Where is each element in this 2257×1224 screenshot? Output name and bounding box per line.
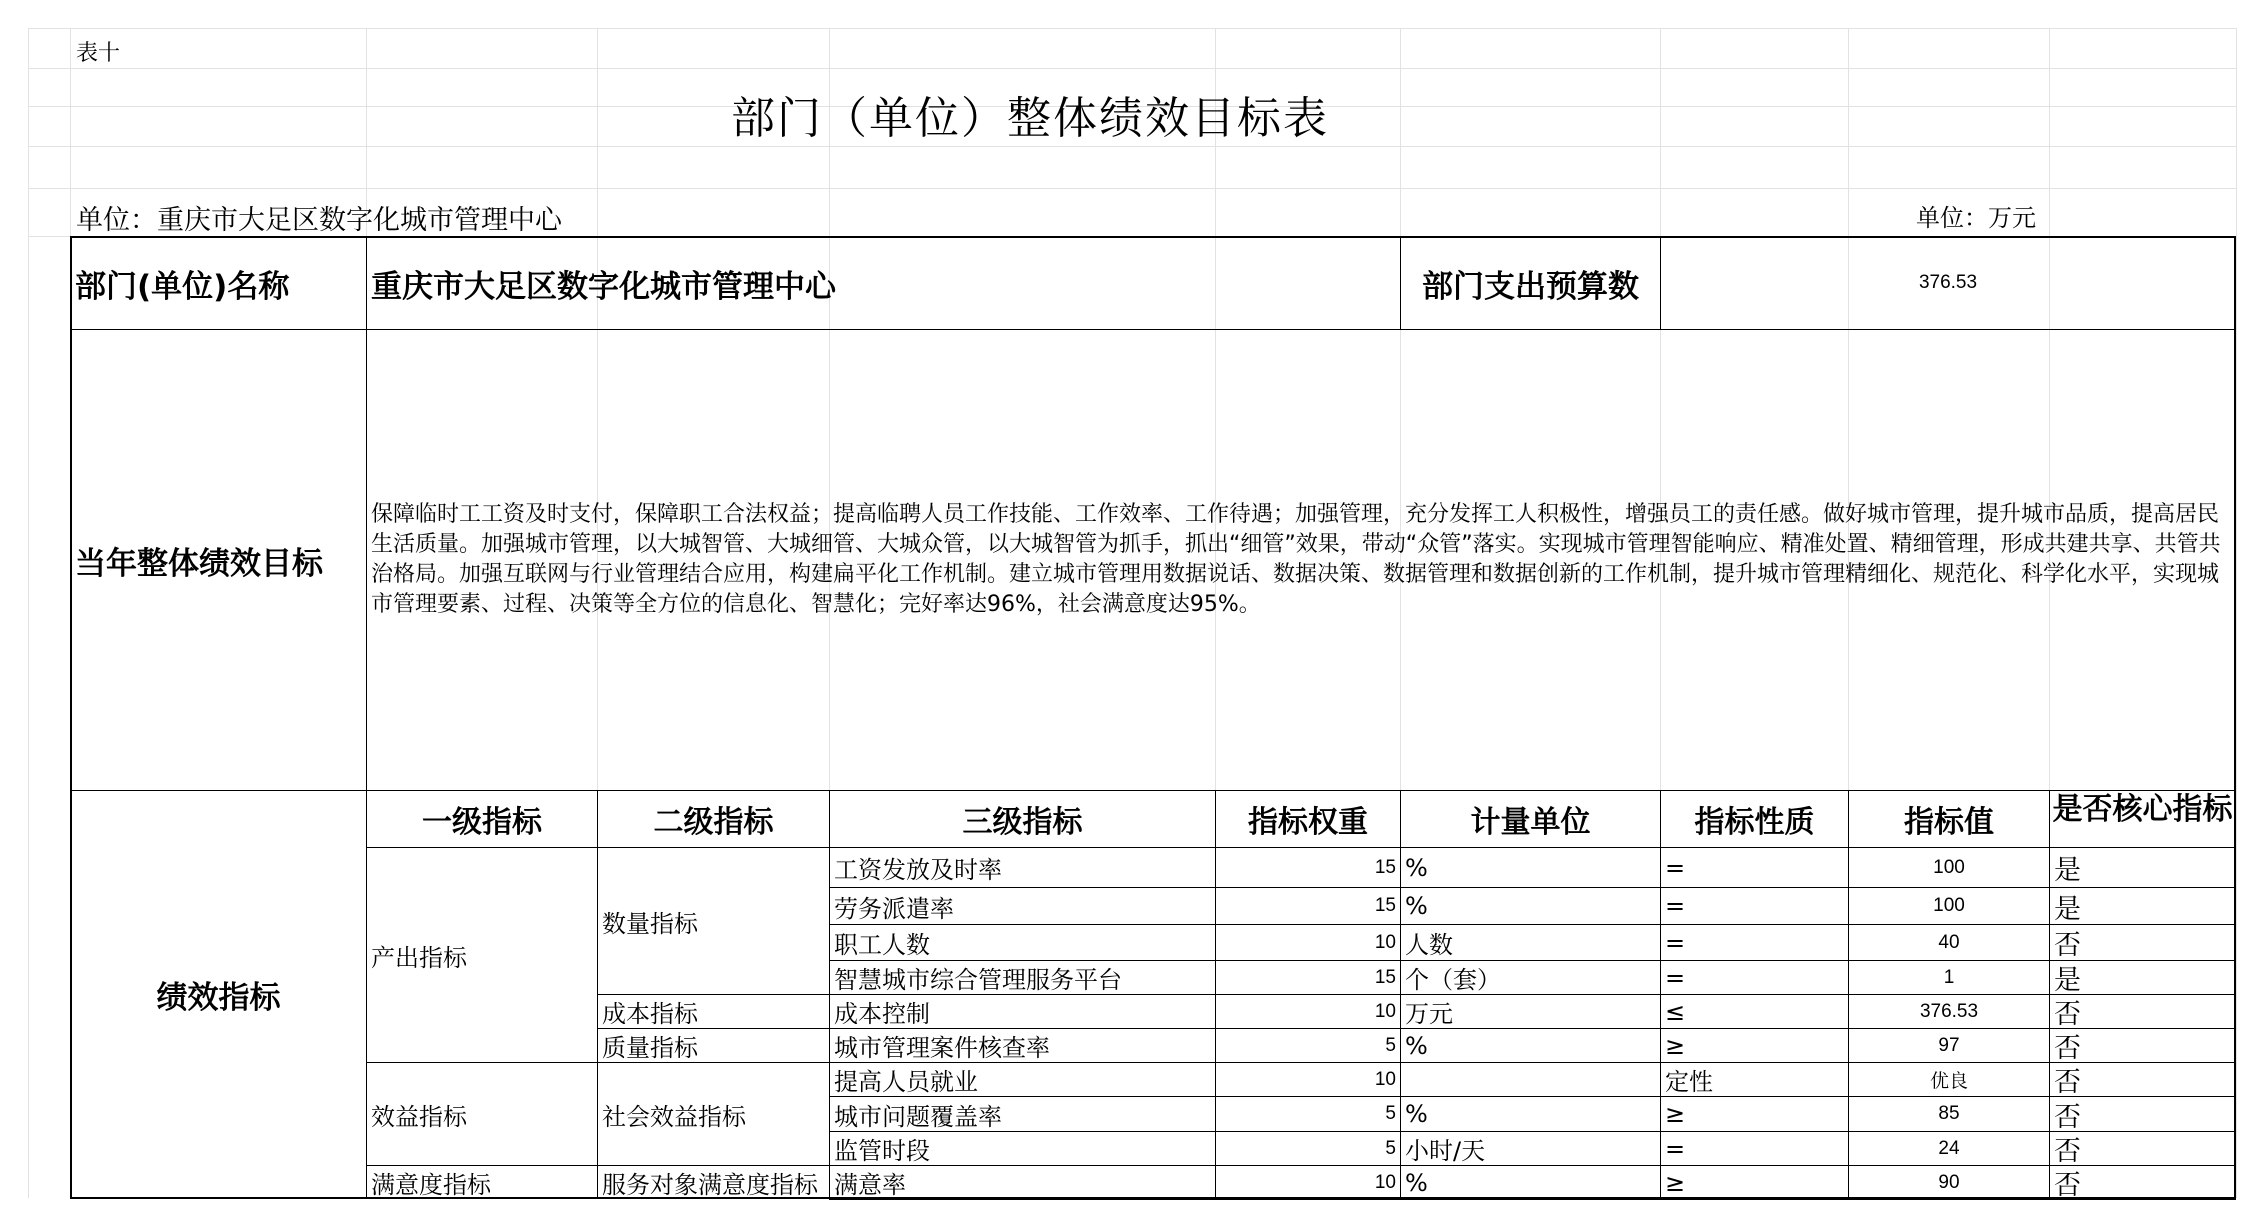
indicator-core: 是 <box>2049 887 2236 925</box>
header-level3: 三级指标 <box>829 790 1216 848</box>
header-level2: 二级指标 <box>597 790 830 848</box>
indicator-weight: 5 <box>1215 1131 1401 1166</box>
indicator-name: 监管时段 <box>829 1131 1216 1166</box>
header-weight: 指标权重 <box>1215 790 1401 848</box>
indicator-unit: % <box>1400 847 1661 888</box>
indicator-value: 97 <box>1848 1028 2050 1063</box>
indicator-core: 否 <box>2049 1028 2236 1063</box>
indicator-name: 满意率 <box>829 1165 1216 1200</box>
indicator-name: 城市问题覆盖率 <box>829 1096 1216 1132</box>
indicator-value: 376.53 <box>1848 994 2050 1029</box>
header-nature: 指标性质 <box>1660 790 1849 848</box>
indicator-nature: ≤ <box>1660 994 1849 1029</box>
indicator-weight: 10 <box>1215 1062 1401 1097</box>
header-value: 指标值 <box>1848 790 2050 848</box>
indicator-unit: % <box>1400 1028 1661 1063</box>
header-core: 是否核心指标 <box>2049 790 2236 848</box>
indicator-weight: 10 <box>1215 924 1401 961</box>
indicator-name: 城市管理案件核查率 <box>829 1028 1216 1063</box>
indicator-unit: % <box>1400 1096 1661 1132</box>
level2-quality: 质量指标 <box>597 1028 830 1063</box>
indicator-nature: = <box>1660 1131 1849 1166</box>
indicator-unit: % <box>1400 1165 1661 1200</box>
budget-value-cell: 376.53 <box>1660 236 2236 330</box>
header-level1: 一级指标 <box>366 790 598 848</box>
indicator-core: 否 <box>2049 1062 2236 1097</box>
level2-quantity: 数量指标 <box>597 847 830 995</box>
indicator-value: 40 <box>1848 924 2050 961</box>
indicator-value: 100 <box>1848 887 2050 925</box>
indicator-weight: 5 <box>1215 1028 1401 1063</box>
budget-label-cell: 部门支出预算数 <box>1400 236 1661 330</box>
indicator-core: 否 <box>2049 1096 2236 1132</box>
goal-label-cell: 当年整体绩效目标 <box>70 329 367 791</box>
indicator-weight: 15 <box>1215 887 1401 925</box>
indicator-weight: 15 <box>1215 847 1401 888</box>
indicator-unit: 小时/天 <box>1400 1131 1661 1166</box>
perf-indicator-label-cell: 绩效指标 <box>70 790 367 1199</box>
indicator-unit: % <box>1400 887 1661 925</box>
indicator-unit <box>1400 1062 1661 1097</box>
indicator-name: 劳务派遣率 <box>829 887 1216 925</box>
indicator-value: 100 <box>1848 847 2050 888</box>
level2-social-benefit: 社会效益指标 <box>597 1062 830 1166</box>
indicator-nature: ≥ <box>1660 1096 1849 1132</box>
header-unit: 计量单位 <box>1400 790 1661 848</box>
indicator-nature: = <box>1660 887 1849 925</box>
currency-unit-label: 单位：万元 <box>1916 204 2036 232</box>
indicator-name: 智慧城市综合管理服务平台 <box>829 960 1216 995</box>
goal-text-cell <box>366 329 2236 791</box>
level1-output: 产出指标 <box>366 847 598 1063</box>
indicator-value: 90 <box>1848 1165 2050 1200</box>
level1-benefit: 效益指标 <box>366 1062 598 1166</box>
level2-cost: 成本指标 <box>597 994 830 1029</box>
indicator-unit: 个（套） <box>1400 960 1661 995</box>
indicator-core: 否 <box>2049 1131 2236 1166</box>
page-title: 部门（单位）整体绩效目标表 <box>731 93 1329 144</box>
indicator-weight: 10 <box>1215 1165 1401 1200</box>
unit-org-label: 单位：重庆市大足区数字化城市管理中心 <box>76 205 562 236</box>
indicator-name: 提高人员就业 <box>829 1062 1216 1097</box>
indicator-weight: 10 <box>1215 994 1401 1029</box>
indicator-nature: = <box>1660 960 1849 995</box>
indicator-name: 成本控制 <box>829 994 1216 1029</box>
indicator-core: 否 <box>2049 994 2236 1029</box>
indicator-core: 是 <box>2049 847 2236 888</box>
indicator-nature: = <box>1660 847 1849 888</box>
indicator-unit: 人数 <box>1400 924 1661 961</box>
dept-name-value-cell: 重庆市大足区数字化城市管理中心 <box>366 236 1401 330</box>
indicator-nature: = <box>1660 924 1849 961</box>
indicator-core: 否 <box>2049 1165 2236 1200</box>
dept-name-label-cell: 部门(单位)名称 <box>70 236 367 330</box>
indicator-name: 工资发放及时率 <box>829 847 1216 888</box>
indicator-value: 1 <box>1848 960 2050 995</box>
indicator-nature: 定性 <box>1660 1062 1849 1097</box>
indicator-core: 否 <box>2049 924 2236 961</box>
indicator-value: 85 <box>1848 1096 2050 1132</box>
goal-text: 保障临时工工资及时支付，保障职工合法权益；提高临聘人员工作技能、工作效率、工作待遇；加强管理，充分发挥工人积极性，增强员工的责任感。做好城市管理，提升城市品质，提高居民生活质量。加强城市管理，以大城智管、大城细管、大城众管，以大城智管为抓手，抓出“细管”效果，带动“众管”落实。实现城市管理智能响应、精准处置、精细管理，形成共建共享、共管共治格局。加强互联网与行业管理结合应用，构建扁平化工作机制。建立城市管理用数据说话、数据决策、数据管理和数据创新的工作机制，提升城市管理精细化、规范化、科学化水平，实现城市管理要素、过程、决策等全方位的信息化、智慧化；完好率达96%，社会满意度达95%。 <box>371 502 2221 617</box>
indicator-value: 优良 <box>1848 1062 2050 1097</box>
indicator-name: 职工人数 <box>829 924 1216 961</box>
indicator-nature: ≥ <box>1660 1028 1849 1063</box>
indicator-weight: 5 <box>1215 1096 1401 1132</box>
table-number: 表十 <box>76 41 121 66</box>
indicator-unit: 万元 <box>1400 994 1661 1029</box>
indicator-core: 是 <box>2049 960 2236 995</box>
indicator-nature: ≥ <box>1660 1165 1849 1200</box>
indicator-value: 24 <box>1848 1131 2050 1166</box>
level2-service-satisfaction: 服务对象满意度指标 <box>597 1165 830 1199</box>
level1-satisfaction: 满意度指标 <box>366 1165 598 1199</box>
indicator-weight: 15 <box>1215 960 1401 995</box>
